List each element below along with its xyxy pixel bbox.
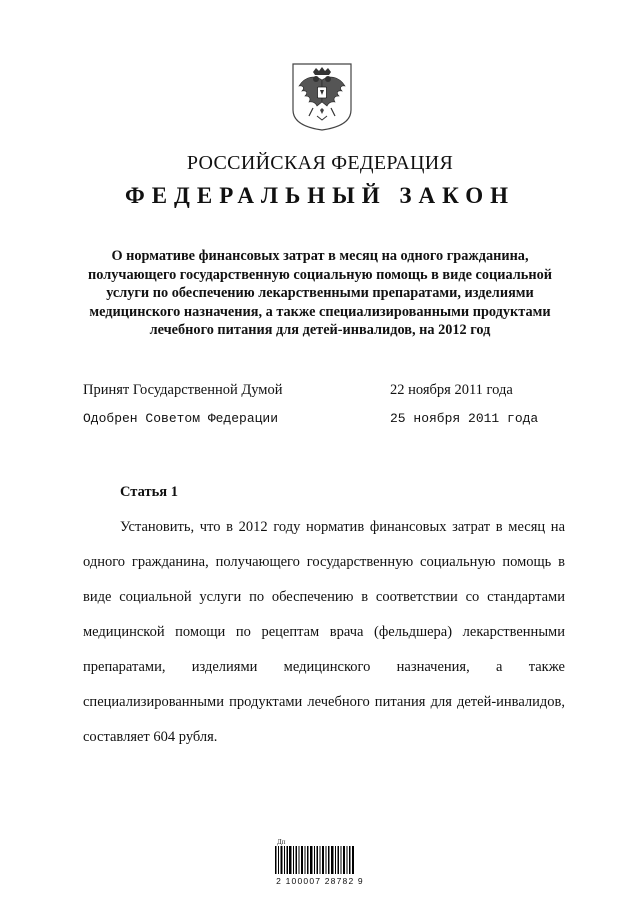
approved-by-council-date: 25 ноября 2011 года [390,411,539,426]
stamp-mark: Дп [277,838,286,846]
approved-by-council-label: Одобрен Советом Федерации [83,411,279,426]
law-subject-title: О нормативе финансовых затрат в месяц на одного гражданина, получающего государственную социальную помощь в виде социальной услуги по обеспечению лекарственными препаратами, изделиями медицинского назначения, а также специализированными продуктами лечебного питания для детей-инвалидов, на 2012 год [88,248,552,338]
adopted-by-duma-date: 22 ноября 2011 года [390,382,513,398]
barcode [275,846,355,874]
barcode-number: 2 100007 28782 9 [276,876,364,886]
country-name: РОССИЙСКАЯ ФЕДЕРАЦИЯ [186,152,454,174]
article-heading: Статья 1 [120,484,178,500]
document-type: ФЕДЕРАЛЬНЫЙ ЗАКОН [124,183,516,208]
article-text: Установить, что в 2012 году норматив финансовых затрат в месяц на одного гражданина, получающего государственную социальную помощь в виде социальной услуги по обеспечению в соответствии со стандартами медицинской помощи по рецептам врача (фельдшера) лекарственными препаратами, изделиями медицинского назначения, а также специализированными продуктами лечебного питания для детей-инвалидов, составляет 604 рубля. [83,519,565,745]
adopted-by-duma-label: Принят Государственной Думой [83,382,283,398]
russian-coat-of-arms-icon [291,62,353,132]
